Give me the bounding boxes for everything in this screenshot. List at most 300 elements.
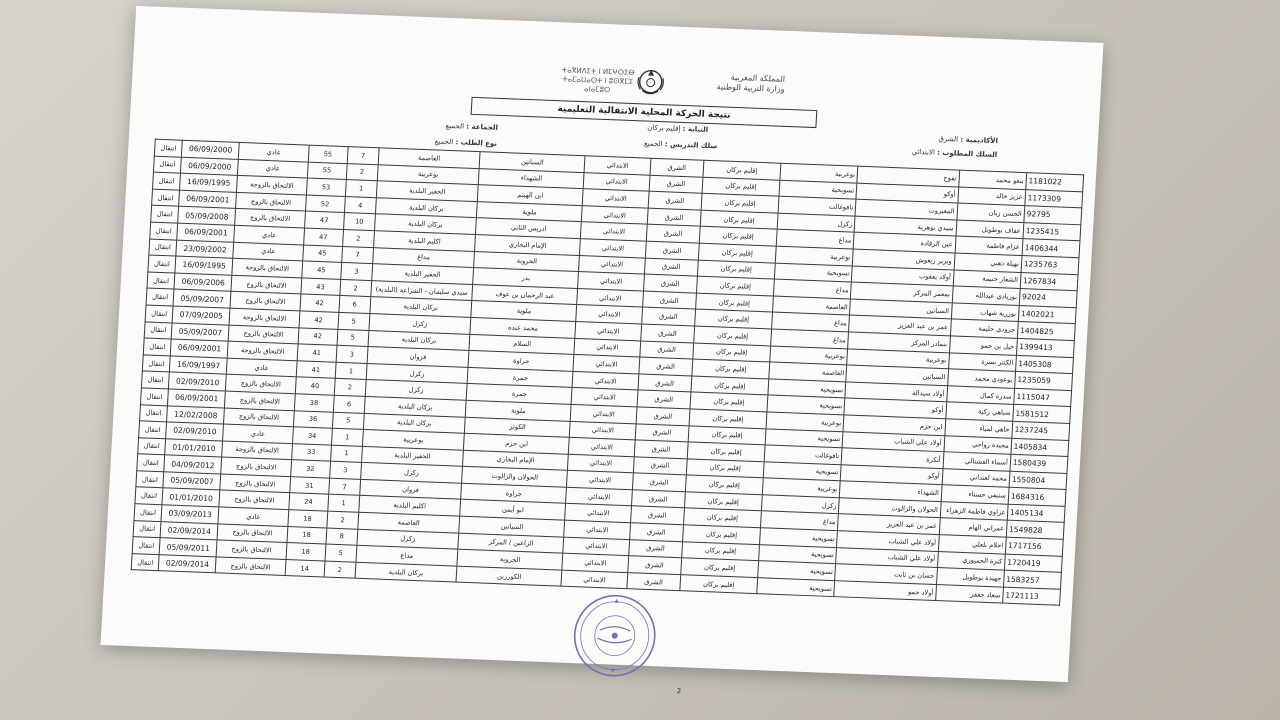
cell-origin-province: إقليم بركان <box>697 260 775 280</box>
cell-origin-commune: زكزل <box>777 213 855 233</box>
cell-start-date: 02/09/2014 <box>158 555 216 574</box>
cell-start-date: 03/09/2013 <box>161 505 219 524</box>
cell-teacher-id: 1267834 <box>1020 272 1078 291</box>
cell-start-date: 06/09/2001 <box>170 339 228 358</box>
cell-destination-commune: اكليم البلدية <box>359 496 461 516</box>
cell-origin-commune: بوعربية <box>766 412 844 432</box>
cell-request-kind: الالتحاق بالزوج <box>220 474 290 493</box>
cell-points: 33 <box>291 443 331 461</box>
cell-level: الابتدائي <box>585 156 651 175</box>
cell-destination-school: ملوية <box>471 301 577 322</box>
cell-move-type: انتقال <box>140 388 168 406</box>
cell-level: الابتدائي <box>584 172 650 191</box>
cell-teacher-name: الكنتر بسرة <box>948 352 1016 371</box>
cell-destination-school: الزاعين / المركز <box>458 533 564 554</box>
cell-request-kind: عادي <box>233 242 303 261</box>
cell-destination-school: السباتين <box>479 152 585 173</box>
cell-teacher-name: احلام بلعلي <box>938 535 1006 554</box>
cell-level: الابتدائي <box>567 471 633 490</box>
kingdom-emblem-icon <box>632 63 670 100</box>
cell-origin-school: السباتين <box>846 365 948 385</box>
cell-points: 18 <box>286 543 326 561</box>
cell-request-kind: الالتحاق بالزوجة <box>232 258 302 277</box>
cell-rank: 1 <box>335 362 367 380</box>
cell-level: الابتدائي <box>565 504 631 523</box>
cell-move-type: انتقال <box>132 537 160 555</box>
header-tifinagh-line-2: ⵜⴰⵎⴰⵡⴰⵙⵜ ⵏ ⵓⵙⴳⵎⵉ <box>562 75 634 86</box>
cell-destination-school: الحولان والزالوت <box>462 467 568 488</box>
cell-request-kind: الالتحاق بالزوج <box>231 275 301 294</box>
cell-level: الابتدائي <box>574 338 640 357</box>
cell-level: الابتدائي <box>571 404 637 423</box>
cell-origin-academy: الشرق <box>647 208 701 227</box>
cell-rank: 1 <box>330 445 362 463</box>
cell-level: الابتدائي <box>566 487 632 506</box>
cell-points: 31 <box>289 477 329 495</box>
cell-move-type: انتقال <box>139 421 167 439</box>
cell-start-date: 01/01/2010 <box>162 488 220 507</box>
cell-origin-academy: الشرق <box>640 341 694 360</box>
cell-origin-province: إقليم بركان <box>695 293 773 313</box>
cell-rank: 1 <box>331 428 363 446</box>
cell-request-kind: الالتحاق بالزوج <box>226 374 296 393</box>
cell-rank: 3 <box>329 461 361 479</box>
cell-origin-province: إقليم بركان <box>703 160 781 180</box>
cell-origin-academy: الشرق <box>632 473 686 492</box>
cell-start-date: 06/09/2001 <box>179 190 237 209</box>
meta-request-value: الجميع <box>434 137 454 147</box>
cell-points: 38 <box>294 394 334 412</box>
cell-request-kind: عادي <box>223 424 293 443</box>
cell-teacher-id: 1405134 <box>1007 504 1065 523</box>
cell-rank: 5 <box>332 412 364 430</box>
cell-points: 41 <box>296 361 336 379</box>
cell-destination-school: محمد عبده <box>470 317 576 338</box>
cell-level: الابتدائي <box>563 537 629 556</box>
cell-origin-school: الحولان والزالوت <box>839 498 941 518</box>
cell-start-date: 06/09/2000 <box>181 157 239 176</box>
cell-destination-commune: بركان البلدية <box>370 297 472 317</box>
cell-teacher-id: 1115047 <box>1014 388 1072 407</box>
cell-destination-commune: بركان البلدية <box>374 214 476 234</box>
cell-teacher-id: 1720419 <box>1004 554 1062 573</box>
meta-request-label: نوع الطلب : <box>455 138 498 148</box>
cell-destination-school: جمرة <box>466 384 572 405</box>
cell-move-type: انتقال <box>138 437 166 455</box>
cell-move-type: انتقال <box>154 139 182 157</box>
cell-teacher-id: 1399413 <box>1016 338 1074 357</box>
cell-origin-academy: الشرق <box>630 506 684 525</box>
cell-level: الابتدائي <box>562 553 628 572</box>
cell-points: 34 <box>292 427 332 445</box>
cell-origin-school: عين الرقادة <box>853 232 955 252</box>
cell-origin-school: السباتين <box>850 299 952 319</box>
meta-commune-value: الجميع <box>445 121 465 131</box>
cell-origin-school: عمر بن عبد العزيز <box>849 315 951 335</box>
cell-destination-school: ابو أيمن <box>460 500 566 521</box>
meta-cycle-value: الجميع <box>643 139 663 149</box>
cell-request-kind: عادي <box>227 358 297 377</box>
cell-origin-commune: تسويحية <box>757 577 835 597</box>
cell-teacher-id: 92024 <box>1019 289 1077 308</box>
cell-destination-school: ملوية <box>465 400 571 421</box>
cell-origin-commune: تسويحية <box>758 561 836 581</box>
cell-origin-province: إقليم بركان <box>699 227 777 247</box>
cell-level: الابتدائي <box>572 388 638 407</box>
cell-teacher-name: غزاوي فاطمة الزهراء <box>940 501 1008 520</box>
cell-teacher-id: 1181022 <box>1026 173 1084 192</box>
cell-destination-school: جراوة <box>468 351 574 372</box>
cell-origin-academy: الشرق <box>638 374 692 393</box>
cell-origin-province: إقليم بركان <box>702 177 780 197</box>
cell-destination-school: ابن الهيثم <box>477 185 583 206</box>
cell-origin-commune: بوعربية <box>780 163 858 183</box>
cell-origin-province: إقليم بركان <box>692 359 770 379</box>
cell-destination-commune: العاصمة <box>358 512 460 532</box>
cell-rank: 7 <box>341 246 373 264</box>
cell-origin-school: أوكو <box>844 398 946 418</box>
cell-origin-commune: مداغ <box>771 329 849 349</box>
cell-points: 52 <box>305 195 345 213</box>
cell-origin-commune: بوعربية <box>770 346 848 366</box>
cell-origin-commune: تسويحية <box>774 263 852 283</box>
cell-points: 42 <box>298 327 338 345</box>
meta-level-label: السلك المطلوب : <box>936 148 998 160</box>
cell-request-kind: عادي <box>218 507 288 526</box>
cell-start-date: 04/09/2012 <box>164 455 222 474</box>
cell-destination-commune: الحفير البلدية <box>361 446 463 466</box>
cell-move-type: انتقال <box>134 504 162 522</box>
cell-origin-academy: الشرق <box>642 291 696 310</box>
cell-origin-province: إقليم بركان <box>701 193 779 213</box>
cell-teacher-name: عفاف بوطويل <box>956 220 1024 239</box>
cell-origin-academy: الشرق <box>641 307 695 326</box>
cell-move-type: انتقال <box>151 205 179 223</box>
cell-teacher-name: بوزيادي عبدالله <box>952 286 1020 305</box>
cell-points: 45 <box>301 261 341 279</box>
cell-destination-school: جمرة <box>467 367 573 388</box>
cell-origin-school: ويرير زيغوش <box>853 249 955 269</box>
cell-destination-school: السباتين <box>459 516 565 537</box>
page-number: 2 <box>676 687 682 696</box>
cell-request-kind: الالتحاق بالزوج <box>230 292 300 311</box>
cell-teacher-name: بوزرية شهاب <box>951 303 1019 322</box>
cell-request-kind: الالتحاق بالزوج <box>224 408 294 427</box>
cell-origin-academy: الشرق <box>646 225 700 244</box>
header-tifinagh-line-1: ⵜⴰⴳⵍⴷⵉⵜ ⵏ ⵍⵎⵖⵔⵉⴱ <box>561 66 635 78</box>
cell-destination-school: ادريس الثاني <box>476 218 582 239</box>
cell-destination-commune: بركان البلدية <box>375 198 477 218</box>
cell-start-date: 05/09/2008 <box>178 207 236 226</box>
cell-rank: 5 <box>338 312 370 330</box>
cell-move-type: انتقال <box>153 172 181 190</box>
cell-destination-school: الكوررين <box>456 566 562 587</box>
cell-teacher-name: نهيلة ذهبي <box>954 253 1022 272</box>
cell-destination-school: الشهداء <box>478 168 584 189</box>
cell-move-type: انتقال <box>133 520 161 538</box>
cell-request-kind: الالتحاق بالزوج <box>229 325 299 344</box>
cell-origin-school: أولاد علي الشباب <box>837 531 939 551</box>
meta-academy-label: الأكاديمية : <box>960 135 999 146</box>
cell-move-type: انتقال <box>141 371 169 389</box>
cell-origin-commune: بوعربية <box>762 478 840 498</box>
cell-teacher-id: 1405834 <box>1011 438 1069 457</box>
cell-origin-province: إقليم بركان <box>682 525 760 545</box>
cell-points: 43 <box>300 278 340 296</box>
cell-origin-province: إقليم بركان <box>686 459 764 479</box>
cell-rank: 5 <box>337 329 369 347</box>
cell-request-kind: الالتحاق بالزوجة <box>229 308 299 327</box>
cell-start-date: 07/09/2005 <box>172 306 230 325</box>
cell-start-date: 02/09/2010 <box>166 422 224 441</box>
cell-teacher-name: بوعودي محمد <box>947 369 1015 388</box>
cell-request-kind: عادي <box>234 225 304 244</box>
cell-points: 47 <box>304 211 344 229</box>
cell-origin-province: إقليم بركان <box>700 210 778 230</box>
meta-province-value: إقليم بركان <box>647 123 681 133</box>
cell-teacher-id: 1405308 <box>1015 355 1073 374</box>
cell-teacher-id: 1173309 <box>1025 189 1083 208</box>
meta-academy <box>938 135 998 145</box>
cell-destination-commune: بوعربية <box>377 164 479 184</box>
meta-cycle <box>644 139 718 150</box>
cell-move-type: انتقال <box>137 454 165 472</box>
cell-origin-province: إقليم بركان <box>685 475 763 495</box>
cell-teacher-name: الشعار حنيمة <box>953 270 1021 289</box>
cell-destination-commune: سيدي سليمان - الشراعة (البلدية) <box>371 280 473 300</box>
cell-teacher-name: بنعو محمد <box>958 170 1026 189</box>
cell-level: الابتدائي <box>577 288 643 307</box>
cell-move-type: انتقال <box>149 239 177 257</box>
cell-start-date: 12/02/2008 <box>167 405 225 424</box>
cell-teacher-name: سباهي زكية <box>945 402 1013 421</box>
cell-destination-commune: فزوان <box>367 347 469 367</box>
cell-level: الابتدائي <box>575 321 641 340</box>
cell-origin-commune: تسويحية <box>768 379 846 399</box>
official-stamp-icon <box>569 591 660 680</box>
cell-destination-commune: اكليم البلدية <box>373 231 475 251</box>
cell-points: 41 <box>297 344 337 362</box>
cell-destination-commune: زكزل <box>360 463 462 483</box>
cell-points: 45 <box>302 245 342 263</box>
cell-origin-commune: مداغ <box>761 511 839 531</box>
cell-rank: 2 <box>334 379 366 397</box>
cell-points: 32 <box>290 460 330 478</box>
cell-rank: 2 <box>340 279 372 297</box>
cell-destination-commune: العاصمة <box>378 148 480 168</box>
cell-points: 47 <box>303 228 343 246</box>
cell-teacher-id: 1235059 <box>1014 372 1072 391</box>
cell-rank: 2 <box>342 229 374 247</box>
cell-destination-school: عبد الرحمان بن عوف <box>472 284 578 305</box>
cell-origin-commune: مداغ <box>776 230 854 250</box>
cell-points: 42 <box>299 311 339 329</box>
cell-destination-commune: بوعربية <box>362 429 464 449</box>
cell-origin-province: إقليم بركان <box>682 541 760 561</box>
cell-move-type: انتقال <box>143 338 171 356</box>
cell-start-date: 16/09/1995 <box>175 256 233 275</box>
cell-destination-commune: زكزل <box>369 313 471 333</box>
cell-origin-school: بنمادر المركز <box>848 332 950 352</box>
cell-move-type: انتقال <box>144 321 172 339</box>
cell-origin-province: إقليم بركان <box>689 409 767 429</box>
cell-move-type: انتقال <box>147 272 175 290</box>
cell-teacher-name: الحسن زيان <box>957 203 1025 222</box>
cell-origin-academy: الشرق <box>635 423 689 442</box>
cell-teacher-id: 1580439 <box>1010 454 1068 473</box>
cell-request-kind: الالتحاق بالزوجة <box>228 341 298 360</box>
results-table-wrap <box>131 139 1084 607</box>
cell-origin-academy: الشرق <box>633 456 687 475</box>
meta-request-type <box>435 137 498 147</box>
cell-origin-commune: بوعربية <box>775 246 853 266</box>
cell-start-date: 05/09/2011 <box>159 538 217 557</box>
cell-origin-academy: الشرق <box>640 324 694 343</box>
document-page <box>100 6 1103 696</box>
cell-teacher-id: 1721113 <box>1002 587 1060 606</box>
cell-teacher-name: عزام فاطمة <box>955 236 1023 255</box>
cell-teacher-name: جرودي حليمة <box>950 319 1018 338</box>
cell-destination-commune: زكزل <box>357 529 459 549</box>
cell-origin-school: أولاد حمو <box>834 580 936 600</box>
cell-teacher-id: 1235415 <box>1023 222 1081 241</box>
cell-origin-school: أولاد علي الشباب <box>842 431 944 451</box>
cell-origin-province: إقليم بركان <box>690 392 768 412</box>
cell-origin-school: أولاد يعقوب <box>852 266 954 286</box>
cell-points: 55 <box>308 145 348 163</box>
cell-rank: 2 <box>327 511 359 529</box>
cell-origin-commune: مداغ <box>774 279 852 299</box>
cell-origin-school: المغيروت <box>855 199 957 219</box>
cell-origin-province: إقليم بركان <box>698 243 776 263</box>
cell-destination-school: بدر <box>473 268 579 289</box>
cell-start-date: 05/09/2007 <box>171 323 229 342</box>
cell-origin-school: أولاد سيدالة <box>845 382 947 402</box>
cell-origin-school: ابن حزم <box>843 415 945 435</box>
results-table <box>131 139 1084 607</box>
cell-origin-school: أنكرة <box>841 448 943 468</box>
cell-origin-school: أوكو <box>840 464 942 484</box>
cell-teacher-name: جهيدة بوطويل <box>936 568 1004 587</box>
meta-commune-label: الجماعة : <box>466 122 499 132</box>
cell-level: الابتدائي <box>580 239 646 258</box>
cell-rank: 7 <box>347 147 379 165</box>
cell-origin-commune: زكزل <box>761 495 839 515</box>
cell-origin-commune: العاصمة <box>773 296 851 316</box>
cell-origin-academy: الشرق <box>637 390 691 409</box>
cell-teacher-name: سدرة كمال <box>946 386 1014 405</box>
cell-origin-province: إقليم بركان <box>693 343 771 363</box>
cell-teacher-id: 1684316 <box>1008 488 1066 507</box>
cell-origin-academy: الشرق <box>636 407 690 426</box>
cell-origin-school: سيدي بوهرية <box>854 216 956 236</box>
cell-origin-academy: الشرق <box>628 539 682 558</box>
cell-move-type: انتقال <box>140 404 168 422</box>
cell-destination-commune: بركان البلدية <box>364 396 466 416</box>
cell-origin-commune: تسويحية <box>765 428 843 448</box>
cell-request-kind: الالتحاق بالزوج <box>236 192 306 211</box>
cell-teacher-name: حاهي لمياء <box>945 419 1013 438</box>
cell-origin-academy: الشرق <box>629 523 683 542</box>
cell-origin-commune: العاصمة <box>769 362 847 382</box>
cell-origin-province: إقليم بركان <box>683 508 761 528</box>
cell-origin-commune: تسويحية <box>779 180 857 200</box>
cell-move-type: انتقال <box>136 471 164 489</box>
cell-origin-province: إقليم بركان <box>681 558 759 578</box>
cell-teacher-name: ستيفي حسناء <box>941 485 1009 504</box>
cell-rank: 6 <box>339 296 371 314</box>
cell-origin-commune: تسويحية <box>767 395 845 415</box>
meta-level-value: الابتدائي <box>911 147 936 157</box>
cell-destination-commune: زكزل <box>365 380 467 400</box>
cell-move-type: انتقال <box>142 355 170 373</box>
cell-move-type: انتقال <box>131 553 159 571</box>
cell-move-type: انتقال <box>146 288 174 306</box>
cell-points: 14 <box>285 559 325 577</box>
cell-destination-school: ملوية <box>477 201 583 222</box>
cell-rank: 1 <box>345 180 377 198</box>
cell-request-kind: الالتحاق بالزوجة <box>222 441 292 460</box>
header-arabic <box>674 71 785 95</box>
cell-teacher-name: مجيدة رواحي <box>944 435 1012 454</box>
cell-teacher-id: 1583257 <box>1003 570 1061 589</box>
cell-start-date: 02/09/2014 <box>160 521 218 540</box>
cell-origin-school: عمر بن عبد العزيز <box>838 514 940 534</box>
cell-rank: 1 <box>328 495 360 513</box>
cell-teacher-id: 1237245 <box>1012 421 1070 440</box>
cell-origin-academy: الشرق <box>649 175 703 194</box>
cell-request-kind: الالتحاق بالزوج <box>216 540 286 559</box>
cell-teacher-id: 1550804 <box>1009 471 1067 490</box>
cell-start-date: 02/09/2010 <box>169 372 227 391</box>
header-tifinagh <box>552 66 643 96</box>
cell-points: 18 <box>288 510 328 528</box>
cell-request-kind: الالتحاق بالزوج <box>216 557 286 576</box>
cell-origin-school: أوكو <box>856 183 958 203</box>
cell-rank: 4 <box>344 196 376 214</box>
cell-move-type: انتقال <box>148 255 176 273</box>
cell-teacher-name: عزيز خالد <box>957 187 1025 206</box>
meta-level <box>911 148 997 159</box>
cell-destination-commune: مداغ <box>356 545 458 565</box>
cell-origin-commune: تافوغالت <box>778 196 856 216</box>
cell-destination-commune: بركان البلدية <box>363 413 465 433</box>
meta-academy-value: الشرق <box>938 134 959 144</box>
cell-destination-commune: فزوان <box>360 479 462 499</box>
cell-origin-province: إقليم بركان <box>694 326 772 346</box>
cell-level: الابتدائي <box>569 437 635 456</box>
cell-request-kind: الالتحاق بالزوج <box>221 457 291 476</box>
cell-destination-commune: الحفير البلدية <box>372 264 474 284</box>
cell-origin-province: إقليم بركان <box>687 442 765 462</box>
cell-origin-commune: تسويحية <box>763 462 841 482</box>
cell-rank: 3 <box>341 263 373 281</box>
cell-level: الابتدائي <box>573 355 639 374</box>
cell-level: الابتدائي <box>578 272 644 291</box>
cell-request-kind: الالتحاق بالزوج <box>217 524 287 543</box>
cell-start-date: 06/09/2000 <box>182 140 240 159</box>
cell-teacher-id: 1549828 <box>1006 521 1064 540</box>
cell-origin-commune: تافوغالت <box>764 445 842 465</box>
cell-teacher-id: 1235763 <box>1021 256 1079 275</box>
cell-move-type: انتقال <box>152 189 180 207</box>
cell-points: 53 <box>306 178 346 196</box>
cell-destination-school: جراوة <box>461 483 567 504</box>
cell-origin-province: إقليم بركان <box>694 309 772 329</box>
cell-move-type: انتقال <box>150 222 178 240</box>
cell-move-type: انتقال <box>135 487 163 505</box>
cell-level: الابتدائي <box>576 305 642 324</box>
